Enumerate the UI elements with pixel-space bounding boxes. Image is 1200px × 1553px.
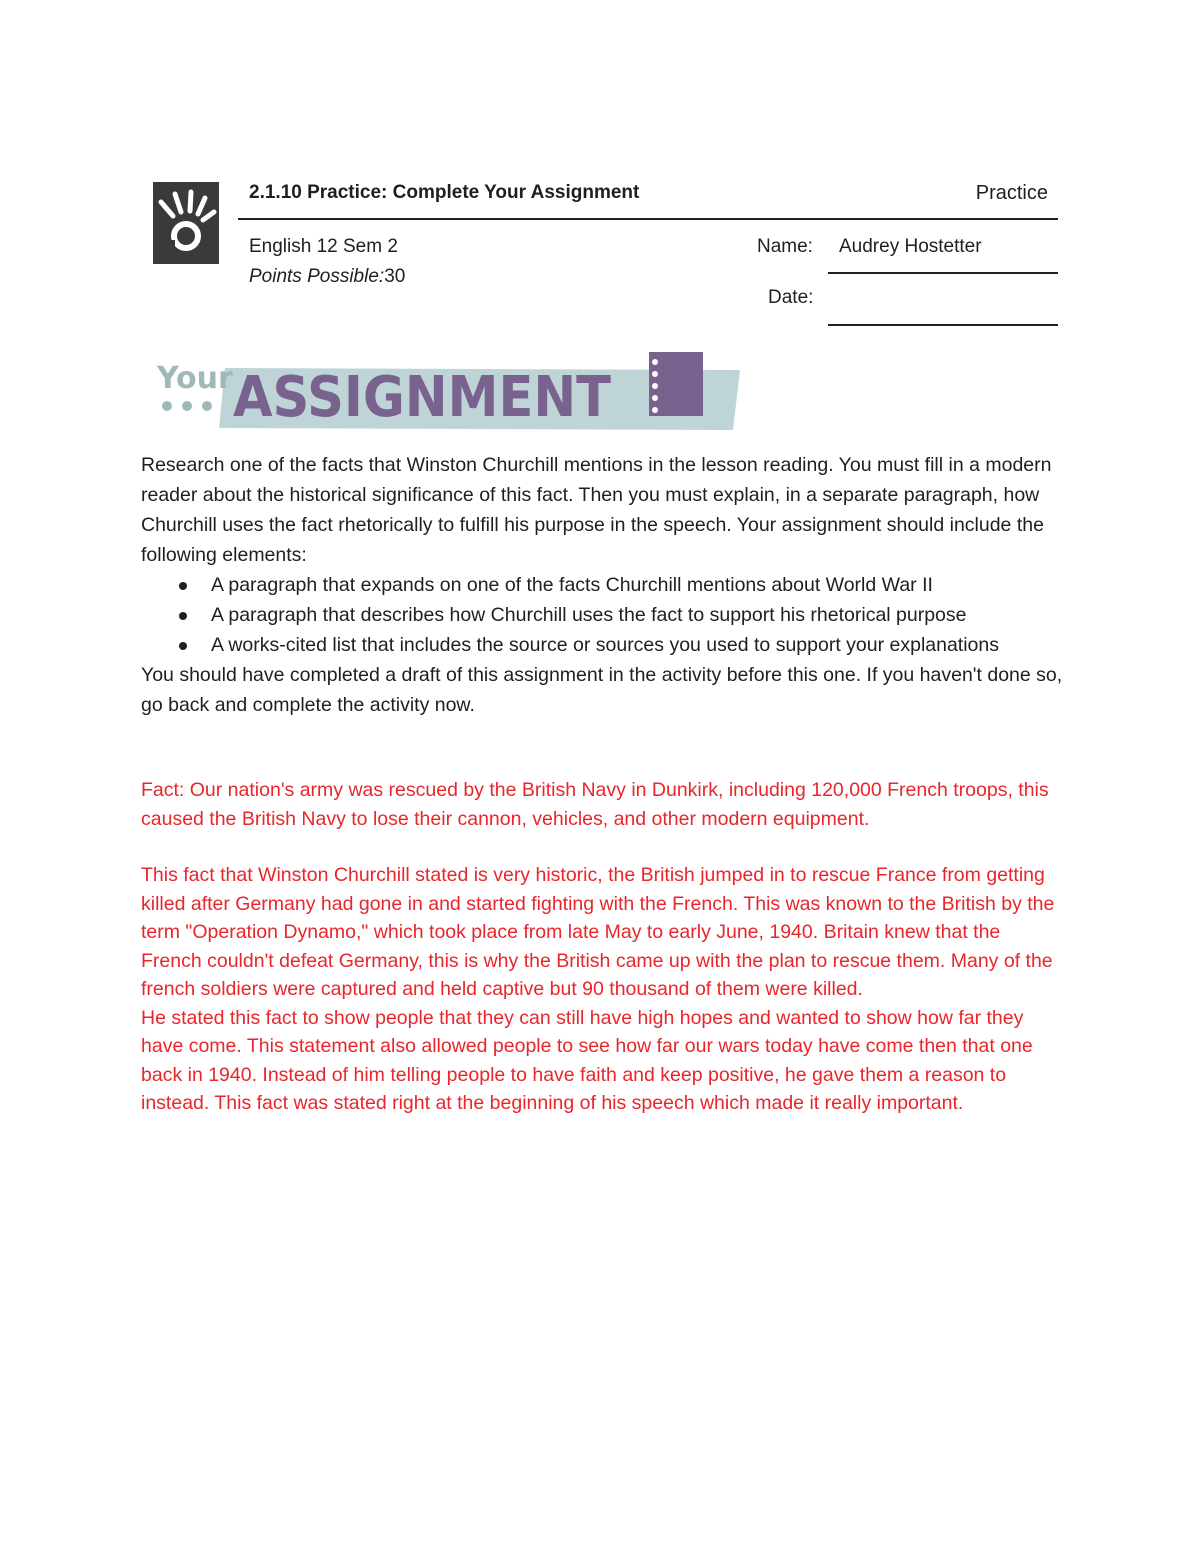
banner-your-text: Your (157, 361, 233, 396)
instructions (141, 450, 1066, 720)
fact-text: Fact: Our nation's army was rescued by the British Navy in Dunkirk, including 120,000 French troops, this caused the British Navy to lose their cannon, vehicles, and other modern equipment. (141, 779, 1049, 830)
assignment-type: Practice (975, 182, 1048, 204)
name-label: Name: (757, 236, 813, 257)
date-field[interactable] (828, 324, 1058, 326)
list-item: A paragraph that describes how Churchill uses the fact to support his rhetorical purpose (211, 600, 1066, 630)
instructions-intro: Research one of the facts that Winston Churchill mentions in the lesson reading. You must fill in a modern reader about the historical significance of this fact. Then you must explain, in a separate paragraph, how Churchill uses the fact rhetorically to fulfill his purpose in the speech. Your assignment should include the following elements: (141, 454, 1052, 566)
school-logo-icon (153, 182, 219, 264)
elements-list (141, 570, 1066, 660)
header-divider (238, 218, 1058, 220)
instructions-closing: You should have completed a draft of this assignment in the activity before this one. If you haven't done so, go back and complete the activity now. (141, 664, 1063, 716)
banner-assignment-text: ASSIGNMENT (233, 365, 611, 430)
significance-paragraph: This fact that Winston Churchill stated is very historic, the British jumped in to rescue France from getting killed after Germany had gone in and started fighting with the French. This was known to the British by the term "Operation Dynamo," which took place from late May to early June, 1940. Britain knew that the French couldn't defeat Germany, this is why the British came up with the plan to rescue them. Many of the french soldiers were captured and held captive but 90 thousand of them were killed. (141, 864, 1055, 1000)
answer-body[interactable] (141, 861, 1066, 1118)
answer-fact[interactable] (141, 776, 1066, 833)
list-item: A works-cited list that includes the source or sources you used to support your explanations (211, 630, 1066, 660)
course-name: English 12 Sem 2 (249, 236, 398, 257)
date-label: Date: (768, 287, 814, 308)
name-underline (828, 272, 1058, 274)
points-value: 30 (384, 266, 406, 287)
notebook-icon (649, 352, 703, 416)
name-field[interactable]: Audrey Hostetter (839, 236, 982, 257)
your-assignment-banner (155, 346, 747, 436)
points-label: Points Possible: (249, 266, 385, 287)
list-item: A paragraph that expands on one of the facts Churchill mentions about World War II (211, 570, 1066, 600)
assignment-title: 2.1.10 Practice: Complete Your Assignment (249, 182, 640, 203)
points-possible (249, 266, 405, 288)
rhetoric-paragraph: He stated this fact to show people that they can still have high hopes and wanted to show how far they have come. This statement also allowed people to see how far our wars today have come then that one back in 1940. Instead of him telling people to have faith and keep positive, he gave them a reason to instead. This fact was stated right at the beginning of his speech which made it really important. (141, 1006, 1033, 1114)
